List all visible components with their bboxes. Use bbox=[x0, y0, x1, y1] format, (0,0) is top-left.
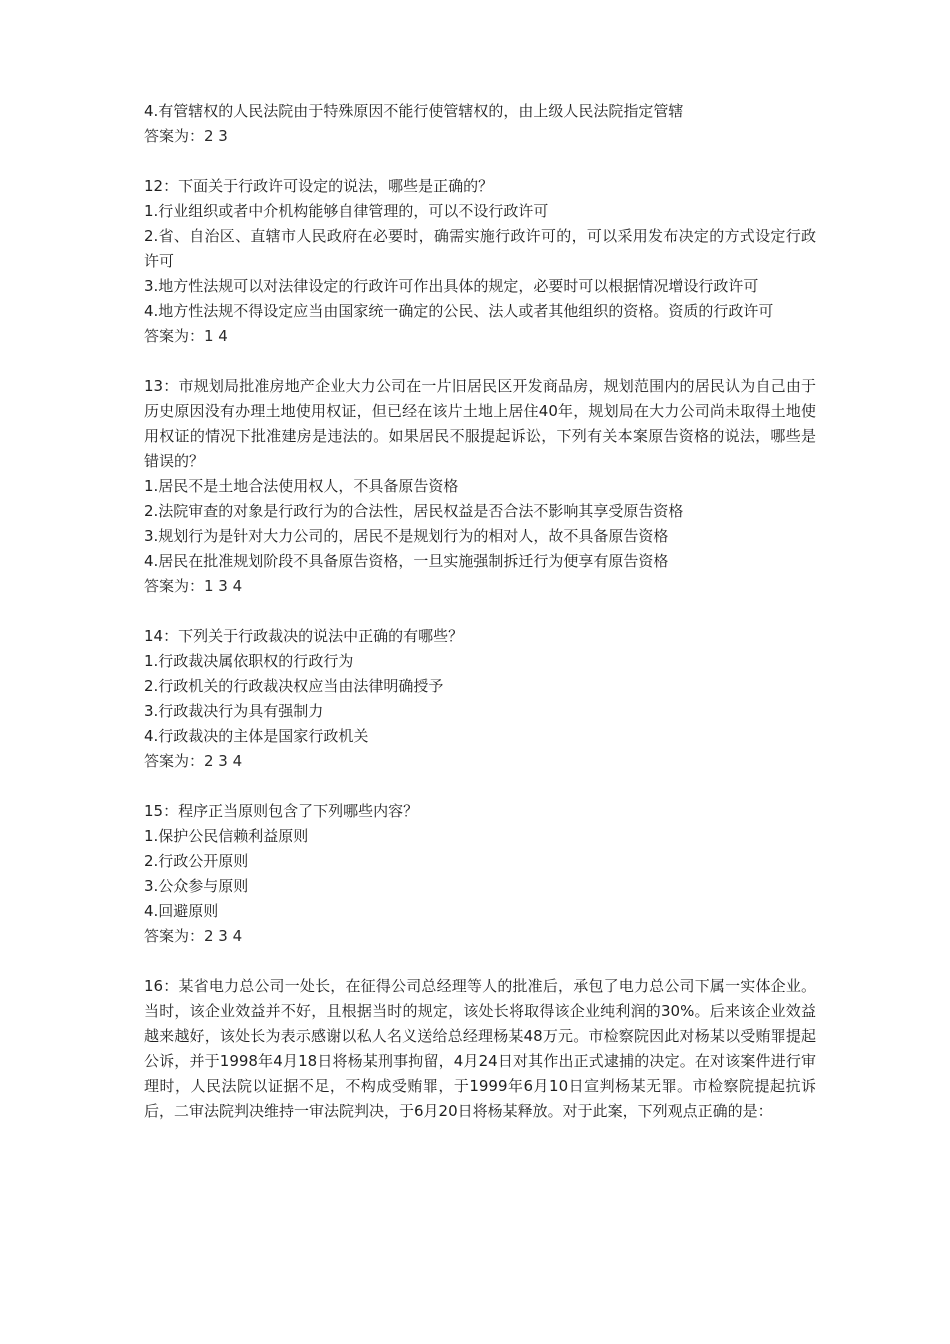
option-4: 4.有管辖权的人民法院由于特殊原因不能行使管辖权的，由上级人民法院指定管辖 bbox=[144, 102, 684, 120]
blank-line bbox=[144, 149, 816, 174]
question-title: 15：程序正当原则包含了下列哪些内容？ bbox=[144, 802, 419, 820]
question-block-12 bbox=[144, 174, 816, 349]
option-2: 2.省、自治区、直辖市人民政府在必要时，确需实施行政许可的，可以采用发布决定的方式设定行政许可 bbox=[144, 227, 816, 270]
option-3: 3.行政裁决行为具有强制力 bbox=[144, 702, 324, 720]
question-paragraph: 16：某省电力总公司一处长，在征得公司总经理等人的批准后，承包了电力总公司下属一实体企业。当时，该企业效益并不好，且根据当时的规定，该处长将取得该企业纯利润的30%。后来该企业效益越来越好，该处长为表示感谢以私人名义送给总经理杨某48万元。市检察院因此对杨某以受贿罪提起公诉，并于1998年4月18日将杨某刑事拘留，4月24日对其作出正式逮捕的决定。在对该案件进行审理时，人民法院以证据不足，不构成受贿罪，于1999年6月10日宣判杨某无罪。市检察院提起抗诉后，二审法院判决维持一审法院判决，于6月20日将杨某释放。对于此案，下列观点正确的是： bbox=[144, 977, 816, 1120]
question-block-14 bbox=[144, 624, 816, 774]
option-3: 3.地方性法规可以对法律设定的行政许可作出具体的规定，必要时可以根据情况增设行政许可 bbox=[144, 277, 759, 295]
option-1: 1.保护公民信赖利益原则 bbox=[144, 827, 309, 845]
document-page bbox=[144, 99, 816, 1124]
option-1: 1.居民不是土地合法使用权人，不具备原告资格 bbox=[144, 477, 459, 495]
answer-line: 答案为：2 3 bbox=[144, 127, 228, 145]
question-title: 14：下列关于行政裁决的说法中正确的有哪些？ bbox=[144, 627, 464, 645]
question-title: 12：下面关于行政许可设定的说法，哪些是正确的？ bbox=[144, 177, 494, 195]
option-1: 1.行业组织或者中介机构能够自律管理的，可以不设行政许可 bbox=[144, 202, 549, 220]
option-3: 3.规划行为是针对大力公司的，居民不是规划行为的相对人，故不具备原告资格 bbox=[144, 527, 669, 545]
option-4: 4.地方性法规不得设定应当由国家统一确定的公民、法人或者其他组织的资格。资质的行政许可 bbox=[144, 302, 774, 320]
option-4: 4.行政裁决的主体是国家行政机关 bbox=[144, 727, 369, 745]
option-4: 4.居民在批准规划阶段不具备原告资格，一旦实施强制拆迁行为便享有原告资格 bbox=[144, 552, 669, 570]
answer-line: 答案为：1 3 4 bbox=[144, 577, 243, 595]
answer-line: 答案为：2 3 4 bbox=[144, 927, 243, 945]
blank-line bbox=[144, 349, 816, 374]
question-title: 13：市规划局批准房地产企业大力公司在一片旧居民区开发商品房，规划范围内的居民认为自己由于历史原因没有办理土地使用权证，但已经在该片土地上居住40年，规划局在大力公司尚未取得土地使用权证的情况下批准建房是违法的。如果居民不服提起诉讼，下列有关本案原告资格的说法，哪些是错误的？ bbox=[144, 377, 816, 470]
option-2: 2.行政公开原则 bbox=[144, 852, 249, 870]
question-block-16 bbox=[144, 974, 816, 1124]
blank-line bbox=[144, 949, 816, 974]
option-2: 2.行政机关的行政裁决权应当由法律明确授予 bbox=[144, 677, 444, 695]
option-4: 4.回避原则 bbox=[144, 902, 219, 920]
answer-line: 答案为：1 4 bbox=[144, 327, 228, 345]
blank-line bbox=[144, 599, 816, 624]
answer-line: 答案为：2 3 4 bbox=[144, 752, 243, 770]
question-block-15 bbox=[144, 799, 816, 949]
question-block-11-tail bbox=[144, 99, 816, 149]
option-1: 1.行政裁决属依职权的行政行为 bbox=[144, 652, 354, 670]
blank-line bbox=[144, 774, 816, 799]
question-block-13 bbox=[144, 374, 816, 599]
option-3: 3.公众参与原则 bbox=[144, 877, 249, 895]
option-2: 2.法院审查的对象是行政行为的合法性，居民权益是否合法不影响其享受原告资格 bbox=[144, 502, 684, 520]
